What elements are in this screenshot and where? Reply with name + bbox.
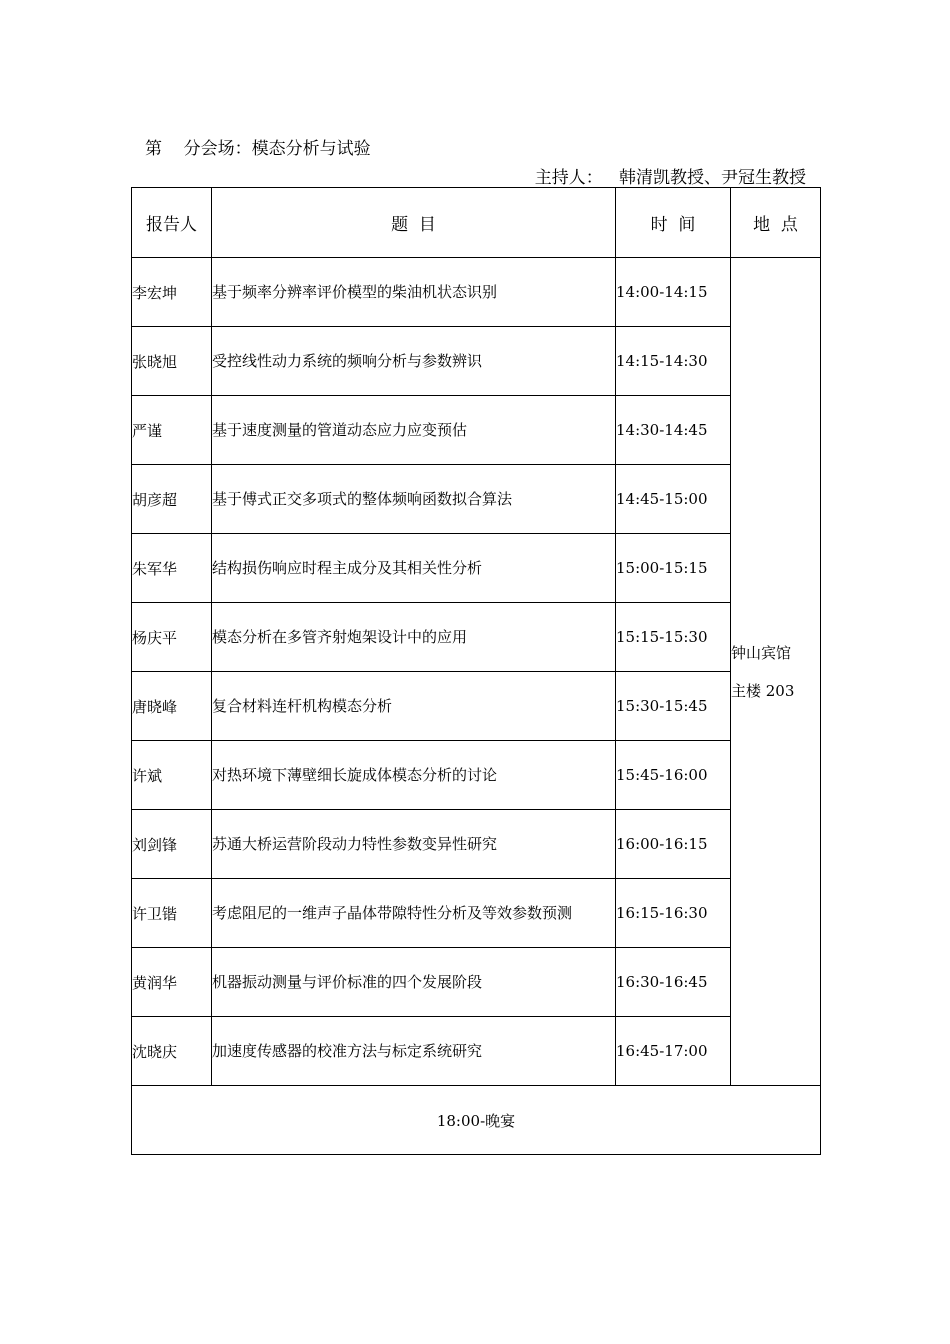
time-cell: 16:30-16:45 <box>616 948 731 1017</box>
time-cell: 15:00-15:15 <box>616 534 731 603</box>
speaker-cell: 张晓旭 <box>132 327 212 396</box>
host-names: 韩清凯教授、尹冠生教授 <box>619 168 806 188</box>
speaker-cell: 沈晓庆 <box>132 1017 212 1086</box>
speaker-cell: 胡彦超 <box>132 465 212 534</box>
location-line-1: 钟山宾馆 <box>731 643 792 662</box>
topic-cell: 模态分析在多管齐射炮架设计中的应用 <box>212 603 616 672</box>
table-row <box>132 534 821 603</box>
speaker-cell: 许卫锴 <box>132 879 212 948</box>
schedule-table <box>131 187 821 1155</box>
topic-cell: 基于傅式正交多项式的整体频响函数拟合算法 <box>212 465 616 534</box>
table-row <box>132 1017 821 1086</box>
topic-cell: 苏通大桥运营阶段动力特性参数变异性研究 <box>212 810 616 879</box>
speaker-cell: 杨庆平 <box>132 603 212 672</box>
footer-row <box>132 1086 821 1155</box>
table-row <box>132 327 821 396</box>
topic-cell: 结构损伤响应时程主成分及其相关性分析 <box>212 534 616 603</box>
time-cell: 14:00-14:15 <box>616 258 731 327</box>
time-cell: 15:30-15:45 <box>616 672 731 741</box>
table-header-row <box>132 188 821 258</box>
location-cell <box>731 258 821 1086</box>
schedule-body <box>132 258 821 1155</box>
time-cell: 15:15-15:30 <box>616 603 731 672</box>
location-line-2: 主楼 203 <box>731 681 795 700</box>
topic-cell: 复合材料连杆机构模态分析 <box>212 672 616 741</box>
time-cell: 16:00-16:15 <box>616 810 731 879</box>
banquet-cell: 18:00-晚宴 <box>132 1086 821 1155</box>
time-cell: 16:15-16:30 <box>616 879 731 948</box>
table-row <box>132 672 821 741</box>
table-row <box>132 810 821 879</box>
table-row <box>132 603 821 672</box>
speaker-cell: 唐晓峰 <box>132 672 212 741</box>
table-row <box>132 948 821 1017</box>
topic-cell: 受控线性动力系统的频响分析与参数辨识 <box>212 327 616 396</box>
session-title: 第 分会场：模态分析与试验 <box>145 139 371 159</box>
host-line <box>535 163 806 188</box>
time-cell: 15:45-16:00 <box>616 741 731 810</box>
speaker-cell: 严谨 <box>132 396 212 465</box>
topic-cell: 基于频率分辨率评价模型的柴油机状态识别 <box>212 258 616 327</box>
host-label: 主持人： <box>534 168 603 188</box>
speaker-cell: 李宏坤 <box>132 258 212 327</box>
table-row <box>132 258 821 327</box>
column-header-location: 地 点 <box>731 188 821 258</box>
table-row <box>132 396 821 465</box>
topic-cell: 机器振动测量与评价标准的四个发展阶段 <box>212 948 616 1017</box>
time-cell: 14:30-14:45 <box>616 396 731 465</box>
topic-cell: 对热环境下薄壁细长旋成体模态分析的讨论 <box>212 741 616 810</box>
time-cell: 14:45-15:00 <box>616 465 731 534</box>
speaker-cell: 朱军华 <box>132 534 212 603</box>
topic-cell: 考虑阻尼的一维声子晶体带隙特性分析及等效参数预测 <box>212 879 616 948</box>
table-row <box>132 879 821 948</box>
speaker-cell: 刘剑锋 <box>132 810 212 879</box>
time-cell: 16:45-17:00 <box>616 1017 731 1086</box>
speaker-cell: 黄润华 <box>132 948 212 1017</box>
time-cell: 14:15-14:30 <box>616 327 731 396</box>
topic-cell: 加速度传感器的校准方法与标定系统研究 <box>212 1017 616 1086</box>
table-row <box>132 741 821 810</box>
table-row <box>132 465 821 534</box>
speaker-cell: 许斌 <box>132 741 212 810</box>
column-header-time: 时 间 <box>616 188 731 258</box>
topic-cell: 基于速度测量的管道动态应力应变预估 <box>212 396 616 465</box>
column-header-topic: 题 目 <box>212 188 616 258</box>
column-header-speaker: 报告人 <box>132 188 212 258</box>
